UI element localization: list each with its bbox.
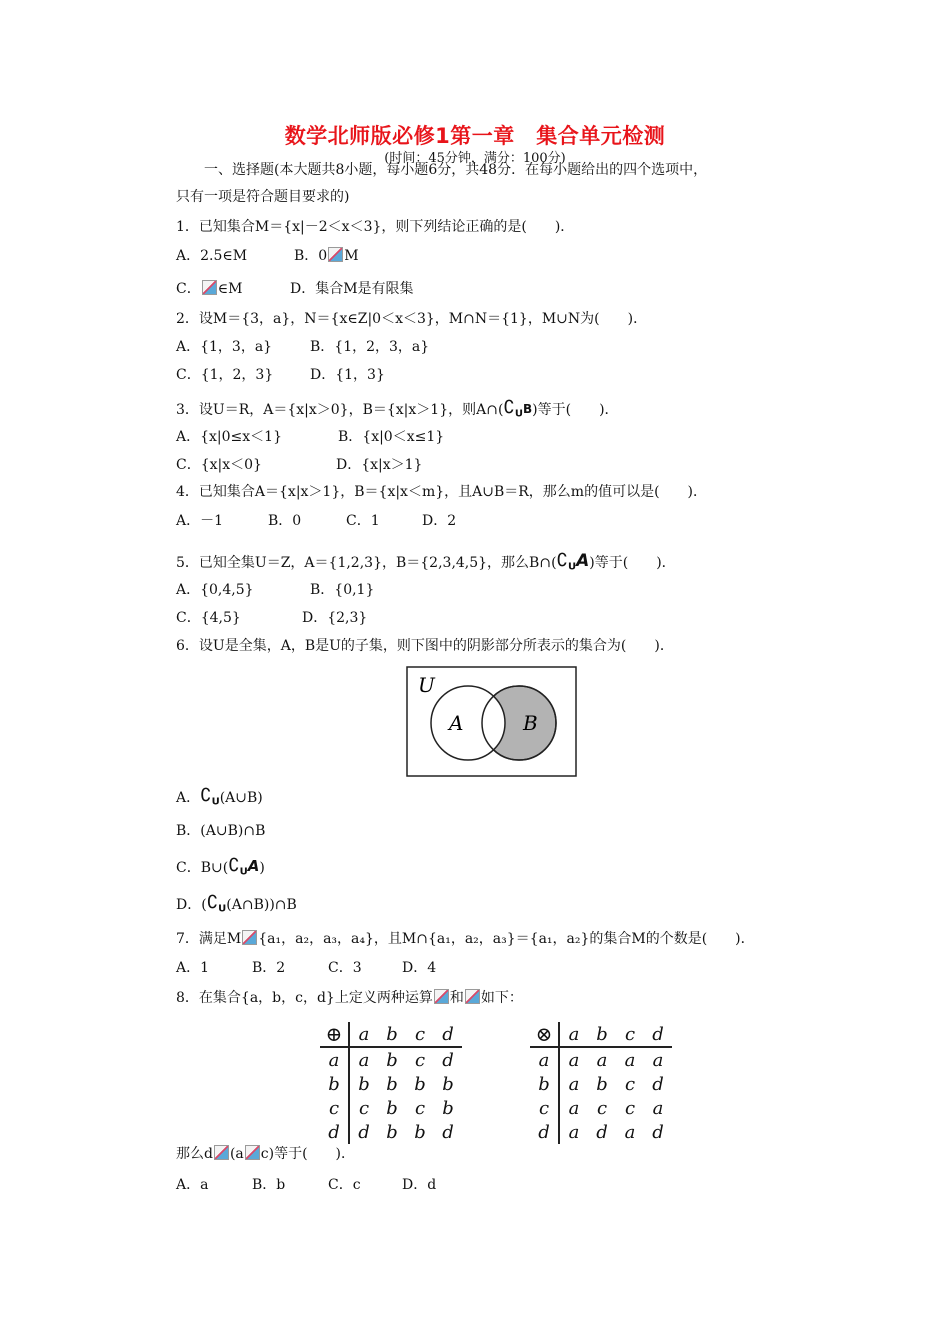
table-cell: a xyxy=(568,1121,580,1143)
table-header-cell: a xyxy=(349,1022,378,1047)
q6-option-a-pre: A． xyxy=(176,790,201,806)
table-cell: d xyxy=(442,1121,454,1143)
q7-option-b: B．2 xyxy=(252,960,286,976)
table-cell: a xyxy=(568,1049,580,1071)
table-cell: a xyxy=(624,1049,636,1071)
table-row xyxy=(530,1047,672,1072)
q5-stem-post: )等于( )． xyxy=(589,555,676,571)
q6-option-c xyxy=(176,857,265,881)
table-row-label: c xyxy=(530,1096,559,1120)
table-header-cell: b xyxy=(588,1022,616,1047)
q6-option-c-post: ) xyxy=(259,860,265,876)
table-cell: a xyxy=(358,1049,370,1071)
table-row-label: b xyxy=(530,1072,559,1096)
table-header-cell: d xyxy=(644,1022,672,1047)
table-row xyxy=(530,1072,672,1096)
table-op-symbol: ⊕ xyxy=(320,1022,349,1047)
q3-option-b: B．{x|0＜x≤1} xyxy=(338,429,445,445)
q4-option-c: C．1 xyxy=(346,513,380,529)
table-cell: d xyxy=(358,1121,370,1143)
q7-option-a: A．1 xyxy=(176,960,210,976)
q6-option-c-pre: C．B∪( xyxy=(176,860,229,876)
table-row xyxy=(530,1022,672,1047)
q2-stem: 2．设M＝{3，a}，N＝{x∈Z|0＜x＜3}，M∩N＝{1}，M∪N为( )． xyxy=(176,311,648,327)
q8-tail-end: c)等于( )． xyxy=(260,1146,356,1162)
q4-option-d: D．2 xyxy=(422,513,457,529)
q2-option-c: C．{1，2，3} xyxy=(176,367,274,383)
missing-image-icon xyxy=(328,247,343,262)
q1-option-a: A．2.5∈M xyxy=(176,248,248,264)
q6-option-d-post: (A∩B))∩B xyxy=(226,897,297,913)
q2-option-d: D．{1，3} xyxy=(310,367,385,383)
q7-stem-rest: {a₁，a₂，a₃，a₄}，且M∩{a₁，a₂，a₃}＝{a₁，a₂}的集合M的个数是( )． xyxy=(258,931,755,947)
table-row xyxy=(530,1120,672,1144)
complement-icon: $∁_UA$ xyxy=(228,855,260,878)
table-cell: b xyxy=(386,1097,398,1119)
table-row xyxy=(320,1022,462,1047)
table-cell: a xyxy=(624,1121,636,1143)
q7-stem-pre: 7．满足M xyxy=(176,931,242,947)
q6-option-a xyxy=(176,787,263,811)
table-row xyxy=(320,1120,462,1144)
table-header-cell: d xyxy=(434,1022,462,1047)
q1-option-b-pre: B．0 xyxy=(294,248,328,264)
q8-option-a: A．a xyxy=(176,1177,209,1193)
table-cell: a xyxy=(652,1049,664,1071)
q6-option-d-pre: D．( xyxy=(176,897,207,913)
page-subtitle: (时间：45分钟，满分：100分) xyxy=(384,151,566,166)
q5-stem xyxy=(176,552,676,576)
operation-table-oplus xyxy=(320,1022,462,1144)
q7-option-d: D．4 xyxy=(402,960,437,976)
table-cell: d xyxy=(652,1121,664,1143)
table-row-label: d xyxy=(530,1120,559,1144)
q8-tail xyxy=(176,1145,355,1163)
table-cell: b xyxy=(386,1073,398,1095)
venn-diagram xyxy=(406,666,577,777)
table-cell: d xyxy=(596,1121,608,1143)
q3-stem xyxy=(176,399,619,423)
complement-icon: $∁_U$ xyxy=(200,785,220,808)
missing-image-icon xyxy=(214,1145,229,1160)
table-cell: c xyxy=(414,1049,426,1071)
table-cell: b xyxy=(442,1097,454,1119)
table-cell: b xyxy=(358,1073,370,1095)
q6-option-b: B．(A∪B)∩B xyxy=(176,823,266,839)
table-cell: d xyxy=(442,1049,454,1071)
table-cell: b xyxy=(414,1121,426,1143)
table-cell: c xyxy=(624,1073,636,1095)
table-cell: b xyxy=(442,1073,454,1095)
q4-option-b: B．0 xyxy=(268,513,302,529)
complement-icon: $∁_UA$ xyxy=(556,550,590,573)
table-row-label: d xyxy=(320,1120,349,1144)
table-cell: b xyxy=(414,1073,426,1095)
venn-universe-label: U xyxy=(418,673,435,697)
q3-stem-post: )等于( )． xyxy=(532,402,619,418)
table-cell: c xyxy=(358,1097,370,1119)
table-cell: b xyxy=(386,1049,398,1071)
missing-image-icon xyxy=(245,1145,260,1160)
missing-image-icon xyxy=(202,280,217,295)
q6-option-a-post: (A∪B) xyxy=(219,790,263,806)
q8-stem xyxy=(176,989,523,1007)
venn-set-a-circle xyxy=(431,686,505,760)
q3-option-d: D．{x|x＞1} xyxy=(336,457,423,473)
section-intro-line1: 一、选择题(本大题共8小题，每小题6分，共48分．在每小题给出的四个选项中， xyxy=(204,162,708,178)
q8-stem-post: 如下： xyxy=(480,990,523,1006)
q1-option-d: D．集合M是有限集 xyxy=(290,281,414,297)
table-row xyxy=(530,1096,672,1120)
q6-option-d xyxy=(176,894,297,918)
table-row-label: a xyxy=(530,1047,559,1072)
q8-option-c: C．c xyxy=(328,1177,361,1193)
page-title: 数学北师版必修1第一章 集合单元检测 xyxy=(284,124,666,148)
q1-option-b xyxy=(294,247,359,265)
q1-stem: 1．已知集合M＝{x|－2＜x＜3}，则下列结论正确的是( )． xyxy=(176,219,575,235)
q7-stem xyxy=(176,930,755,948)
table-row-label: b xyxy=(320,1072,349,1096)
q5-stem-pre: 5．已知全集U＝Z，A＝{1,2,3}，B＝{2,3,4,5}，那么B∩( xyxy=(176,555,557,571)
table-cell: c xyxy=(624,1097,636,1119)
q6-stem: 6．设U是全集，A，B是U的子集，则下图中的阴影部分所表示的集合为( )． xyxy=(176,638,674,654)
q1-option-c-post: ∈M xyxy=(217,281,243,297)
q4-option-a: A．－1 xyxy=(176,513,224,529)
table-row-label: c xyxy=(320,1096,349,1120)
table-header-cell: b xyxy=(378,1022,406,1047)
missing-image-icon xyxy=(242,930,257,945)
table-row-label: a xyxy=(320,1047,349,1072)
q7-option-c: C．3 xyxy=(328,960,362,976)
table-op-symbol: ⊗ xyxy=(530,1022,559,1047)
q3-stem-pre: 3．设U＝R，A＝{x|x＞0}，B＝{x|x＞1}，则A∩( xyxy=(176,402,504,418)
q3-option-a: A．{x|0≤x＜1} xyxy=(176,429,282,445)
q5-option-c: C．{4,5} xyxy=(176,610,241,626)
complement-icon: $∁_U$ xyxy=(206,892,227,915)
venn-set-b-label: B xyxy=(523,711,538,735)
table-header-cell: c xyxy=(616,1022,644,1047)
table-header-cell: a xyxy=(559,1022,588,1047)
q1-option-c xyxy=(176,280,242,298)
table-cell: a xyxy=(568,1073,580,1095)
complement-icon: $∁_UB$ xyxy=(503,397,533,420)
table-row xyxy=(320,1096,462,1120)
venn-set-a-label: A xyxy=(449,711,464,735)
q5-option-a: A．{0,4,5} xyxy=(176,582,254,598)
table-cell: a xyxy=(568,1097,580,1119)
table-cell: d xyxy=(652,1073,664,1095)
q8-option-b: B．b xyxy=(252,1177,286,1193)
table-cell: a xyxy=(652,1097,664,1119)
q4-stem: 4．已知集合A＝{x|x＞1}，B＝{x|x＜m}，且A∪B＝R，那么m的值可以是( )． xyxy=(176,484,708,500)
q5-option-b: B．{0,1} xyxy=(310,582,375,598)
q2-option-b: B．{1，2，3，a} xyxy=(310,339,430,355)
section-intro-line2: 只有一项是符合题目要求的) xyxy=(176,189,350,205)
table-cell: a xyxy=(596,1049,608,1071)
q8-tail-mid: (a xyxy=(229,1146,244,1162)
q8-tail-pre: 那么d xyxy=(176,1146,213,1162)
table-row xyxy=(320,1047,462,1072)
table-cell: c xyxy=(596,1097,608,1119)
q8-option-d: D．d xyxy=(402,1177,437,1193)
table-header-cell: c xyxy=(406,1022,434,1047)
table-cell: c xyxy=(414,1097,426,1119)
q8-stem-and: 和 xyxy=(449,990,464,1006)
operation-table-otimes xyxy=(530,1022,672,1144)
q1-option-b-post: M xyxy=(344,248,359,264)
table-cell: b xyxy=(386,1121,398,1143)
q3-option-c: C．{x|x＜0} xyxy=(176,457,262,473)
q8-stem-pre: 8．在集合{a，b，c，d}上定义两种运算 xyxy=(176,990,433,1006)
q1-option-c-pre: C． xyxy=(176,281,201,297)
missing-image-icon xyxy=(434,989,449,1004)
q2-option-a: A．{1，3，a} xyxy=(176,339,273,355)
table-row xyxy=(320,1072,462,1096)
missing-image-icon xyxy=(465,989,480,1004)
table-cell: b xyxy=(596,1073,608,1095)
q5-option-d: D．{2,3} xyxy=(302,610,368,626)
